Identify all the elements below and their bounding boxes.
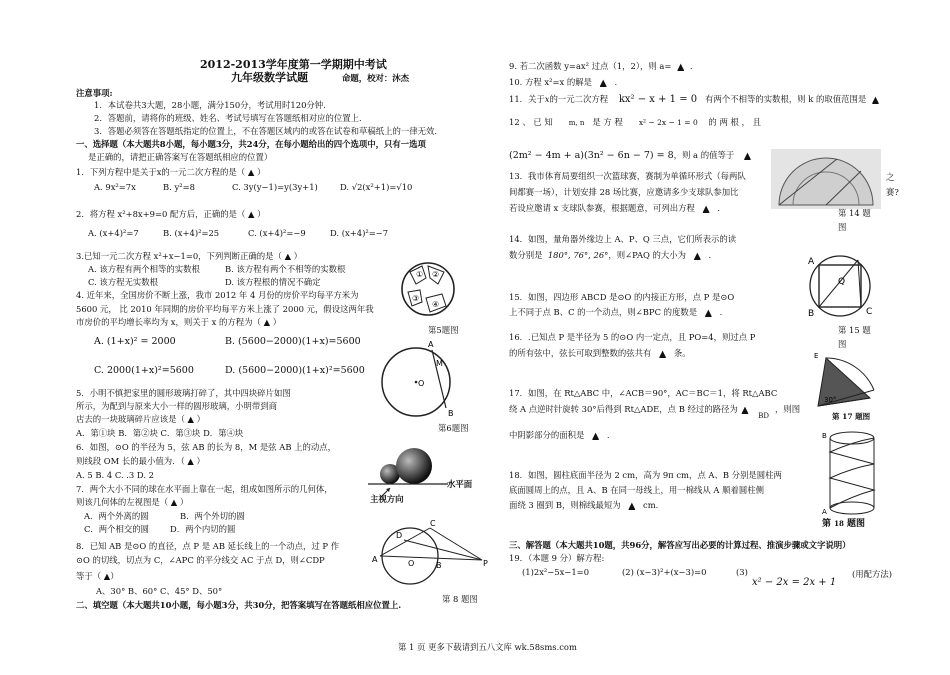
- q4-line1: 4. 近年来，全国房价不断上涨，我市 2012 年 4 月份的房价平均每平方米为: [76, 290, 359, 300]
- q19-part3-label: (3): [736, 567, 748, 577]
- figure-8-caption: 第 8 题图: [442, 594, 478, 604]
- exam-title: 2012-2013学年度第一学期期中考试: [200, 58, 387, 71]
- label-d: D: [396, 531, 403, 540]
- figure-5-caption: 第5题图: [428, 325, 459, 335]
- figure-15-caption-cont: 图: [838, 339, 847, 349]
- q6-line1: 6．如图，⊙O 的半径为 5，弦 AB 的长为 8，M 是弦 AB 上的动点，: [76, 442, 337, 452]
- q15-line1: 15．如图，四边形 ABCD 是⊙O 的内接正方形，点 P 是⊙O: [509, 292, 735, 302]
- q12-line1: 12 、 已 知 m, n 是 方 程 x² − 2x − 1 = 0 的 两 根 ， 且: [509, 117, 761, 127]
- q7-line2: 则该几何体的左视图是（ ▲ ）: [76, 497, 189, 507]
- q19-part1: (1)2x²−5x−1=0: [522, 567, 590, 577]
- q3-option-c: C. 该方程无实数根: [88, 277, 159, 287]
- q16-line1: 16．.已知点 P 是半径为 5 的⊙O 内一定点，且 PO=4，则过点 P: [509, 332, 756, 342]
- label-piece-4: ④: [432, 300, 440, 309]
- q4-line3: 市房价的平均增长率均为 x，则关于 x 的方程为（ ▲ ）: [76, 317, 282, 327]
- figure-6-circle-chord: [378, 338, 458, 422]
- q3-option-a: A. 该方程有两个相等的实数根: [88, 264, 200, 274]
- water-level-label: 水平面: [447, 479, 473, 489]
- q1-option-b: B. y²=8: [163, 182, 195, 192]
- section3-heading: 三、解答题（本大题共10题，共96分，解答应写出必要的计算过程、推演步骤或文字说明）: [509, 540, 851, 550]
- section2-heading: 二、填空题（本大题共10小题，每小题3分，共30分，把答案填写在答题纸相应位置上.: [76, 600, 402, 610]
- q8-line1: 8．已知 AB 是⊙O 的直径，点 P 是 AB 延长线上的一个动点，过 P 作: [76, 541, 340, 551]
- figure-8-tangent: [370, 518, 490, 588]
- q7-option-c: C．两个相交的圆: [84, 524, 150, 534]
- label-a: A: [428, 340, 434, 349]
- q8-line2: ⊙O 的切线，切点为 C，∠APC 的平分线交 AC 于点 D，则∠CDP: [76, 555, 325, 565]
- q13-line3: 若设应邀请 x 支球队参赛，根据题意，可列出方程 ▲ .: [509, 203, 721, 213]
- figure-15-inscribed-square: [800, 250, 878, 322]
- q10-text: 10. 方程 x²=x 的解是 ▲ .: [509, 77, 618, 87]
- note-item: 3．答题必须答在答题纸指定的位置上，不在答题区域内的或答在试卷和草稿纸上的一律无效．: [94, 126, 443, 136]
- label-b: B: [448, 409, 454, 418]
- q2-text: 2．将方程 x²+8x+9=0 配方后，正确的是（ ▲ ）: [76, 209, 266, 219]
- q15-line2: 上不同于点 B、C 的一个动点，则∠BPC 的度数是 ▲ .: [509, 307, 723, 317]
- q8-line3: 等于（ ▲）: [76, 571, 119, 581]
- line-ab-extended: [380, 556, 482, 560]
- q4-option-c: C. 2000(1+x)²=5600: [94, 365, 194, 376]
- q1-option-a: A. 9x²=7x: [94, 182, 136, 192]
- q2-option-b: B. (x+4)²=25: [163, 228, 220, 238]
- q4-option-b: B. (5600−2000)(1+x)=5600: [225, 336, 361, 347]
- helix-string: [830, 438, 874, 508]
- q7-line1: 7．两个大小不同的球在水平面上靠在一起，组成如图所示的几何体，: [76, 484, 333, 494]
- q19-part3-note: (用配方法): [852, 569, 893, 579]
- q7-option-d: D．两个内切的圆: [170, 524, 236, 534]
- q1-option-c: C. 3y(y−1)=y(3y+1): [232, 182, 318, 192]
- label-o: O: [418, 379, 425, 388]
- q2-option-a: A. (x+4)²=7: [88, 228, 139, 238]
- q19-title: 19．（本题 9 分）解方程:: [509, 553, 605, 563]
- section1-heading-cont: 是正确的，请把正确答案写在答题纸相应的位置）: [88, 152, 273, 162]
- q5-line3: 店去的一块玻璃碎片应该是（ ▲ ）: [76, 414, 206, 424]
- figure-15-caption: 第 15 题: [838, 325, 871, 335]
- label-a: A: [808, 257, 815, 267]
- q18-line1: 18．如图，圆柱底面半径为 2 cm，高为 9π cm，点 A、B 分别是圆柱两: [509, 470, 782, 480]
- q5-options: A．第①块 B．第②块 C．第③块 D．第④块: [76, 428, 244, 438]
- exam-subtitle: 九年级数学试题: [231, 71, 308, 84]
- label-a: A: [372, 555, 378, 564]
- label-c: C: [866, 307, 873, 317]
- q13-line1: 13．我市体育局要组织一次篮球赛，赛制为单循环形式（每两队: [509, 171, 746, 181]
- q1-text: 1．下列方程中是关于x的一元二次方程的是（ ▲ ）: [76, 167, 266, 177]
- label-o: O: [408, 559, 415, 568]
- q13-line1-tail: 之: [886, 172, 895, 182]
- q18-line3: 面绕 3 圈到 B，则棉线最短为 ▲ cm.: [509, 500, 659, 510]
- figure-18-cylinder: [822, 428, 882, 518]
- q4-option-d: D. (5600−2000)(1+x)²=5600: [225, 365, 365, 376]
- label-piece-2: ②: [432, 270, 440, 279]
- figure-14-caption: 第 14 题: [838, 208, 871, 218]
- label-a: A: [822, 508, 827, 516]
- q6-line2: 则线段 OM 长的最小值为．（ ▲ ）: [76, 456, 205, 466]
- q13-line2-tail: 赛?: [886, 187, 899, 197]
- page-footer: 第 1 页 更多下载请到五八文库 wk.58sms.com: [398, 642, 577, 652]
- q9-text: 9. 若二次函数 y=ax² 过点（1，2），则 a= ▲ .: [509, 61, 693, 71]
- q13-line2: 间都赛一场），计划安排 28 场比赛，应邀请多少支球队参加比: [509, 187, 739, 197]
- q12-line2: (2m² − 4m + a)(3n² − 6n − 7) = 8，则 a 的值等于 ▲: [509, 150, 751, 161]
- cylinder-bottom: [830, 502, 874, 514]
- line-ac: [380, 528, 430, 556]
- label-b: B: [808, 309, 815, 319]
- large-sphere: [396, 448, 432, 484]
- q14-line1: 14．如图，量角器外缘边上 A、P、Q 三点，它们所表示的读: [509, 234, 737, 244]
- q2-option-c: C. (x+4)²=−9: [248, 228, 306, 238]
- q5-line1: 5．小明不慎把家里的圆形玻璃打碎了，其中四块碎片如图: [76, 388, 291, 398]
- note-item: 1．本试卷共3大题，28小题，满分150分，考试用时120分钟．: [94, 100, 332, 110]
- figure-5-glass-pieces: [398, 258, 458, 322]
- q6-options: A. 5 B. 4 C. .3 D. 2: [76, 470, 154, 480]
- main-view-direction-label: 主视方向: [370, 494, 404, 504]
- label-b: B: [822, 432, 827, 440]
- q11-text: 11．关于x的一元二次方程 kx² − x + 1 = 0 有两个不相等的实数根，则 k 的取值范围是 ▲: [509, 94, 879, 105]
- q19-part3-eq: x² − 2x = 2x + 1: [752, 577, 837, 588]
- center-o: [415, 381, 418, 384]
- label-c: C: [430, 519, 436, 528]
- figure-17-caption: 第 17 题图: [832, 412, 871, 421]
- exam-author: 命题，校对：沐杰: [342, 73, 409, 83]
- label-p: P: [483, 559, 488, 568]
- label-piece-3: ③: [412, 294, 420, 303]
- q7-option-b: B．两个外切的圆: [180, 511, 245, 521]
- q5-line2: 所示，为配到与原来大小一样的圆形玻璃，小明带到商: [76, 401, 277, 411]
- q17-line3: 中阴影部分的面积是 ▲ .: [509, 430, 610, 440]
- section1-heading: 一、选择题（本大题共8小题，每小题3分，共24分，在每小题给出的四个选项中，只有一选项: [76, 139, 426, 149]
- q17-line2: 绕 A 点逆时针旋转 30°后得到 Rt△ADE，点 B 经过的路径为 $▲_{BD}$，则图: [509, 404, 801, 420]
- q4-option-a: A. (1+x)² = 2000: [94, 336, 176, 347]
- q18-line2: 底面圆周上的点，且 A、B 在同一母线上，用一棉线从 A 顺着圆柱侧: [509, 485, 765, 495]
- label-e: E: [814, 352, 819, 360]
- q1-option-d: D. √2(x²+1)=√10: [340, 182, 413, 192]
- label-b: B: [436, 561, 442, 570]
- figure-18-caption: 第 18 题图: [822, 519, 866, 529]
- q16-line2: 的所有弦中，弦长可取到整数的弦共有 ▲ 条。: [509, 348, 691, 358]
- q19-part2: (2) (x−3)²+(x−3)=0: [622, 567, 707, 577]
- q17-line1: 17．如图，在 Rt△ABC 中，∠ACB＝90°，AC＝BC＝1，将 Rt△ABC: [509, 388, 778, 398]
- q8-options: A、30° B、60° C、45° D、50°: [96, 586, 223, 596]
- figure-14-caption-cont: 图: [838, 222, 847, 232]
- label-q: Q: [838, 277, 846, 287]
- label-30: 30°: [824, 396, 837, 404]
- glass-outline: [402, 263, 454, 315]
- note-item: 2．答题前，请将你的班级、姓名、考试号填写在答题纸相对应的位置上．: [94, 113, 368, 123]
- q3-option-d: D. 该方程根的情况不确定: [225, 277, 321, 287]
- figure-6-caption: 第6题图: [438, 423, 469, 433]
- q4-line2: 5600 元， 比 2010 年同期的房价平均每平方米上涨了 2000 元，假设这两年我: [76, 304, 374, 314]
- q3-option-b: B. 该方程有两个不相等的实数根: [225, 264, 346, 274]
- q2-option-d: D. (x+4)²=−7: [330, 228, 389, 238]
- cylinder-top: [830, 432, 874, 444]
- figure-14-protractor: [771, 149, 881, 209]
- label-m: M: [436, 359, 443, 368]
- label-piece-1: ①: [416, 270, 424, 279]
- q7-option-a: A．两个外离的圆: [84, 511, 149, 521]
- notes-heading: 注意事项:: [76, 88, 113, 98]
- figure-17-rotation: [812, 350, 882, 412]
- q3-text: 3.已知一元二次方程 x²+x−1=0，下列判断正确的是（ ▲ ）: [76, 251, 303, 261]
- q14-line2: 数分别是 180°, 76°, 26°，则∠PAQ 的大小为 ▲ .: [509, 250, 712, 260]
